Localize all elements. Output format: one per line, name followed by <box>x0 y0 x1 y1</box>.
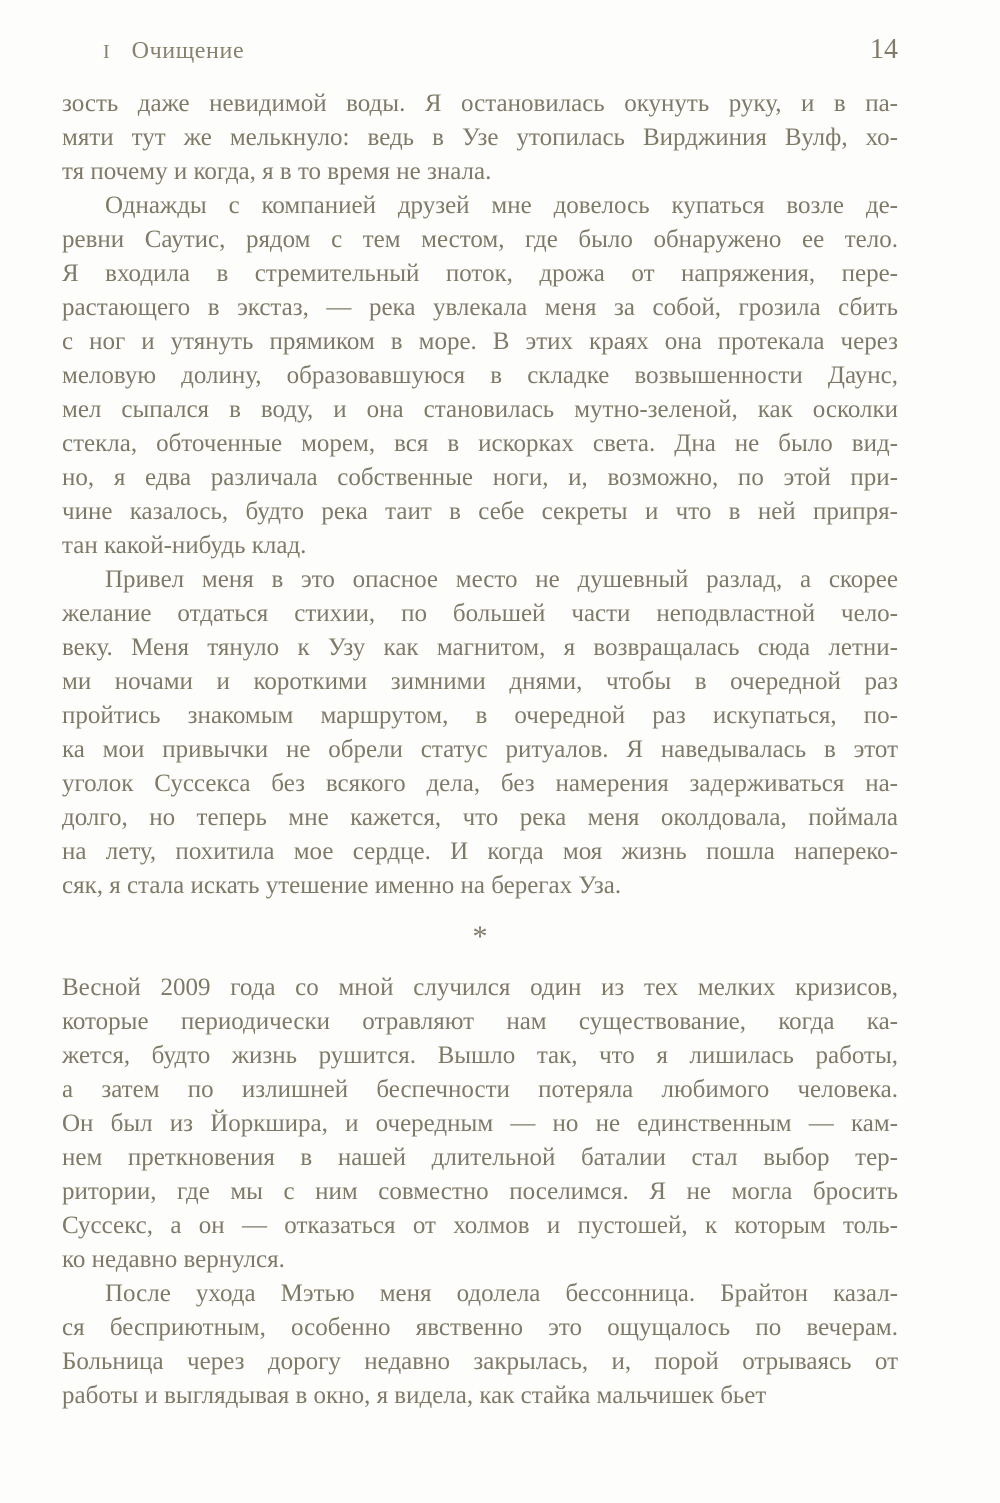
text-line: работы и выглядывая в окно, я видела, как стайка мальчишек бьет <box>62 1382 767 1409</box>
text-line: тан какой-нибудь клад. <box>62 532 307 559</box>
text-line: желание отдаться стихии, по большей части неподвластной чело- <box>62 600 898 627</box>
text-line: Больница через дорогу недавно закрылась, и, порой отрываясь от <box>62 1348 898 1375</box>
text-line: ка мои привычки не обрели статус ритуалов. Я наведывалась в этот <box>62 736 898 763</box>
running-header <box>62 34 898 66</box>
text-line: которые периодически отравляют нам существование, когда ка- <box>62 1008 898 1035</box>
text-line: веку. Меня тянуло к Узу как магнитом, я возвращалась сюда летни- <box>62 634 898 661</box>
text-line: на лету, похитила мое сердце. И когда моя жизнь пошла напереко- <box>62 838 898 865</box>
text-line: жется, будто жизнь рушится. Вышло так, что я лишилась работы, <box>62 1042 898 1069</box>
text-line: ся бесприютным, особенно явственно это ощущалось по вечерам. <box>62 1314 898 1341</box>
text-line: растающего в экстаз, — река увлекала меня за собой, грозила сбить <box>62 294 898 321</box>
text-line: сяк, я стала искать утешение именно на берегах Уза. <box>62 872 622 899</box>
text-line: стекла, обточенные морем, вся в искорках света. Дна не было вид- <box>62 430 898 457</box>
text-line: Он был из Йоркшира, и очередным — но не единственным — кам- <box>62 1110 898 1137</box>
paragraph <box>62 971 898 1277</box>
text-line: Весной 2009 года со мной случился один из тех мелких кризисов, <box>62 974 898 1001</box>
paragraph <box>62 563 898 903</box>
section-separator: * <box>472 920 488 953</box>
text-line: Я входила в стремительный поток, дрожа от напряжения, пере- <box>62 260 898 287</box>
page-number: 14 <box>870 34 898 65</box>
text-line: меловую долину, образовавшуюся в складке возвышенности Даунс, <box>62 362 898 389</box>
text-line: мяти тут же мелькнуло: ведь в Узе утопилась Вирджиния Вулф, хо- <box>62 124 898 151</box>
text-line: Суссекс, а он — отказаться от холмов и пустошей, к которым толь- <box>62 1212 898 1239</box>
paragraph <box>62 189 898 563</box>
text-line: но, я едва различала собственные ноги, и, возможно, по этой при- <box>62 464 898 491</box>
text-line: зость даже невидимой воды. Я остановилась окунуть руку, и в па- <box>62 90 898 117</box>
chapter-number: I <box>103 41 111 63</box>
text-body <box>62 87 898 1413</box>
text-line: После ухода Мэтью меня одолела бессонница. Брайтон казал- <box>105 1280 898 1307</box>
text-line: нем преткновения в нашей длительной баталии стал выбор тер- <box>62 1144 898 1171</box>
text-line: ми ночами и короткими зимними днями, чтобы в очередной раз <box>62 668 898 695</box>
text-line: чине казалось, будто река таит в себе секреты и что в ней припря- <box>62 498 898 525</box>
text-line: а затем по излишней беспечности потеряла любимого человека. <box>62 1076 898 1103</box>
text-line: Однажды с компанией друзей мне довелось купаться возле де- <box>105 192 898 219</box>
text-line: ритории, где мы с ним совместно поселимся. Я не могла бросить <box>62 1178 898 1205</box>
text-line: ко недавно вернулся. <box>62 1246 285 1273</box>
paragraph <box>62 87 898 189</box>
chapter-title: Очищение <box>131 38 245 64</box>
text-line: пройтись знакомым маршрутом, в очередной раз искупаться, по- <box>62 702 898 729</box>
text-line: долго, но теперь мне кажется, что река меня околдовала, поймала <box>62 804 898 831</box>
text-line: мел сыпался в воду, и она становилась мутно-зеленой, как осколки <box>62 396 898 423</box>
text-line: Привел меня в это опасное место не душевный разлад, а скорее <box>105 566 898 593</box>
text-line: уголок Суссекса без всякого дела, без намерения задерживаться на- <box>62 770 898 797</box>
text-line: тя почему и когда, я в то время не знала. <box>62 158 492 185</box>
text-line: с ног и утянуть прямиком в море. В этих краях она протекала через <box>62 328 898 355</box>
paragraph <box>62 1277 898 1413</box>
chapter-heading <box>103 38 244 65</box>
text-line: ревни Саутис, рядом с тем местом, где было обнаружено ее тело. <box>62 226 898 253</box>
